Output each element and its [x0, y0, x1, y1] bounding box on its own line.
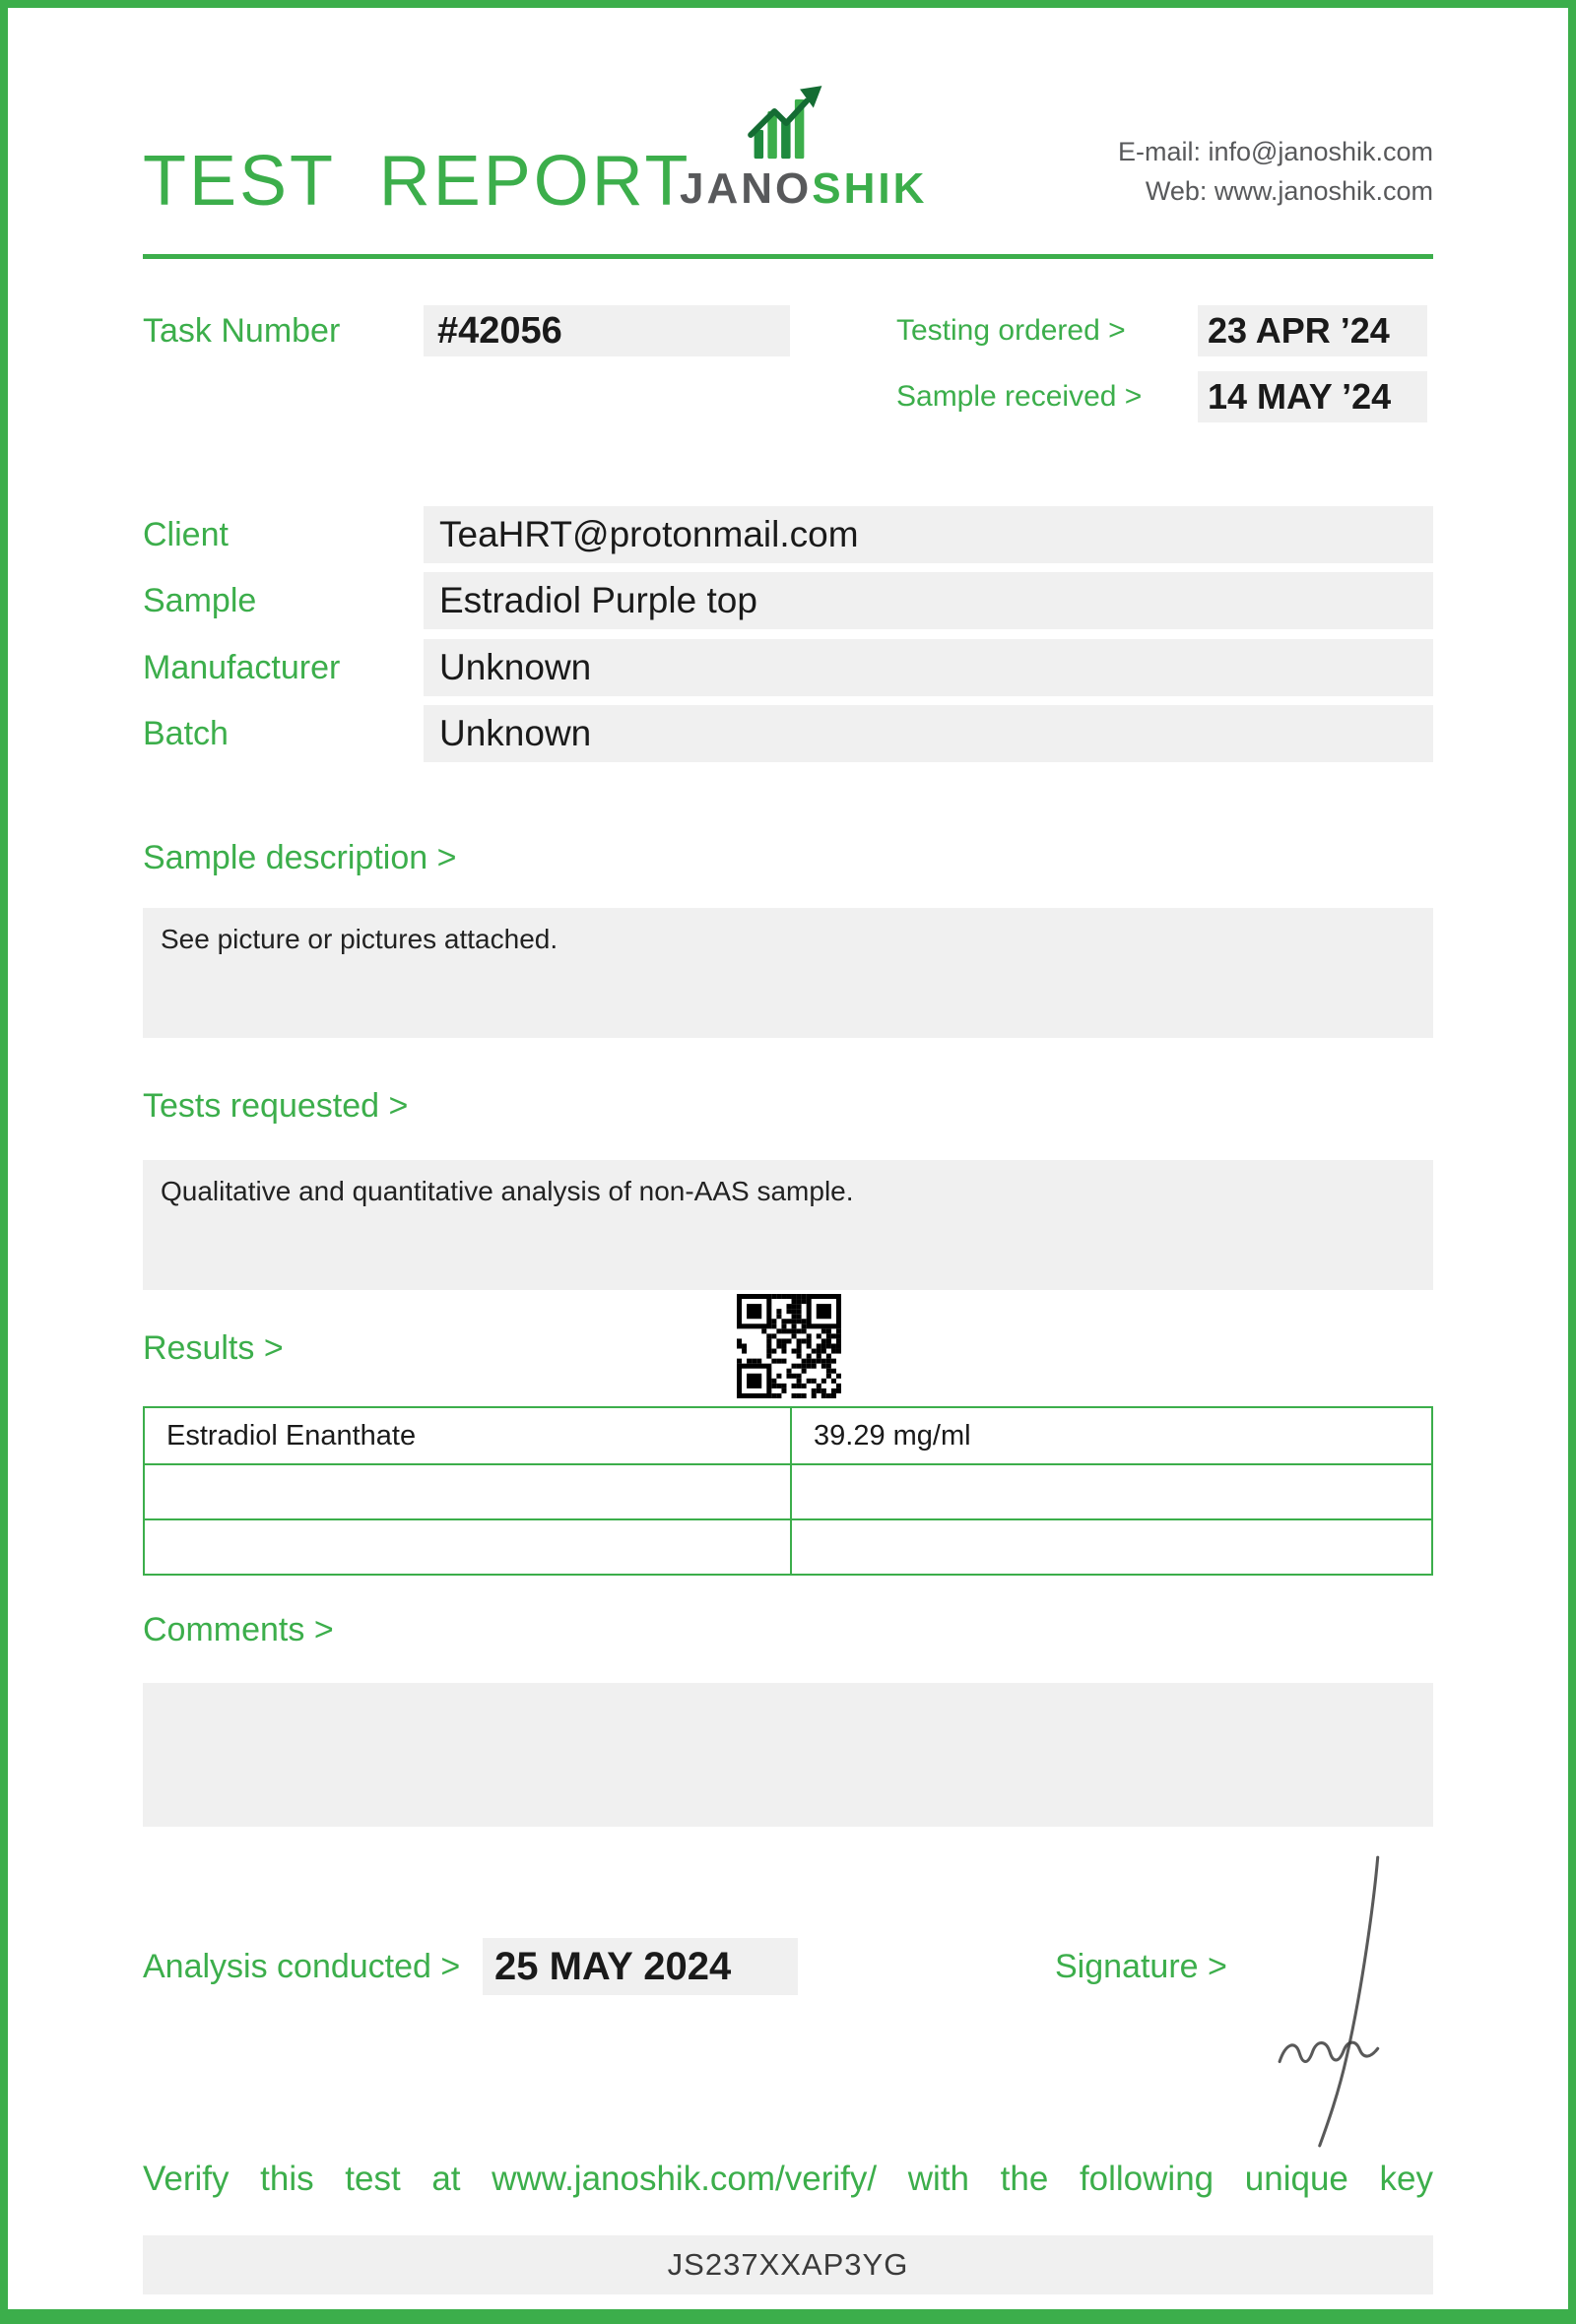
analysis-conducted-label: Analysis conducted > [143, 1947, 461, 1985]
batch-label: Batch [143, 714, 229, 752]
comments-heading: Comments > [143, 1611, 334, 1648]
tests-requested-heading: Tests requested > [143, 1087, 409, 1125]
tests-requested-box: Qualitative and quantitative analysis of non-AAS sample. [143, 1160, 1433, 1290]
result-value: 39.29 mg/ml [790, 1408, 1431, 1463]
result-substance: Estradiol Enanthate [166, 1419, 417, 1452]
email-value: info@janoshik.com [1208, 137, 1433, 166]
report-title: TEST REPORT [143, 142, 691, 221]
web-value: www.janoshik.com [1214, 176, 1433, 206]
logo-text-secondary: SHIK [812, 164, 928, 213]
verify-instructions: Verify this test at www.janoshik.com/verify/ with the following unique key [143, 2160, 1433, 2198]
manufacturer-value: Unknown [424, 639, 1433, 696]
sample-received-value: 14 MAY ’24 [1198, 371, 1427, 422]
sample-received-label: Sample received > [896, 380, 1143, 413]
logo-text-primary: JANO [680, 164, 813, 213]
unique-key-value: JS237XXAP3YG [143, 2235, 1433, 2294]
signature-scribble [1246, 1851, 1423, 2152]
result-substance [145, 1465, 790, 1518]
sample-value: Estradiol Purple top [424, 572, 1433, 629]
result-substance [145, 1520, 790, 1574]
logo-wordmark [680, 164, 928, 213]
result-row [145, 1463, 1431, 1518]
logo [680, 81, 928, 213]
result-value [790, 1465, 1431, 1518]
web-label: Web: [1145, 176, 1208, 206]
results-table [143, 1406, 1433, 1576]
contact-email-line [1118, 132, 1433, 171]
results-heading: Results > [143, 1329, 284, 1367]
qr-code [737, 1294, 841, 1398]
testing-ordered-label: Testing ordered > [896, 314, 1126, 347]
result-row [145, 1408, 1431, 1463]
sample-description-heading: Sample description > [143, 839, 457, 876]
task-number-value: #42056 [424, 305, 790, 356]
signature-label: Signature > [1055, 1947, 1227, 1985]
analysis-date-value: 25 MAY 2024 [483, 1938, 798, 1995]
bar-chart-arrow-icon [746, 81, 830, 165]
contact-info [1118, 132, 1433, 211]
testing-ordered-value: 23 APR ’24 [1198, 305, 1427, 356]
task-number-label: Task Number [143, 311, 341, 350]
comments-box [143, 1683, 1433, 1827]
header-divider [143, 254, 1433, 259]
client-value: TeaHRT@protonmail.com [424, 506, 1433, 563]
result-value [790, 1520, 1431, 1574]
email-label: E-mail: [1117, 137, 1201, 166]
sample-label: Sample [143, 581, 257, 619]
batch-value: Unknown [424, 705, 1433, 762]
sample-description-box: See picture or pictures attached. [143, 908, 1433, 1038]
contact-web-line [1118, 171, 1433, 211]
manufacturer-label: Manufacturer [143, 648, 341, 686]
client-label: Client [143, 515, 229, 553]
result-row [145, 1518, 1431, 1574]
